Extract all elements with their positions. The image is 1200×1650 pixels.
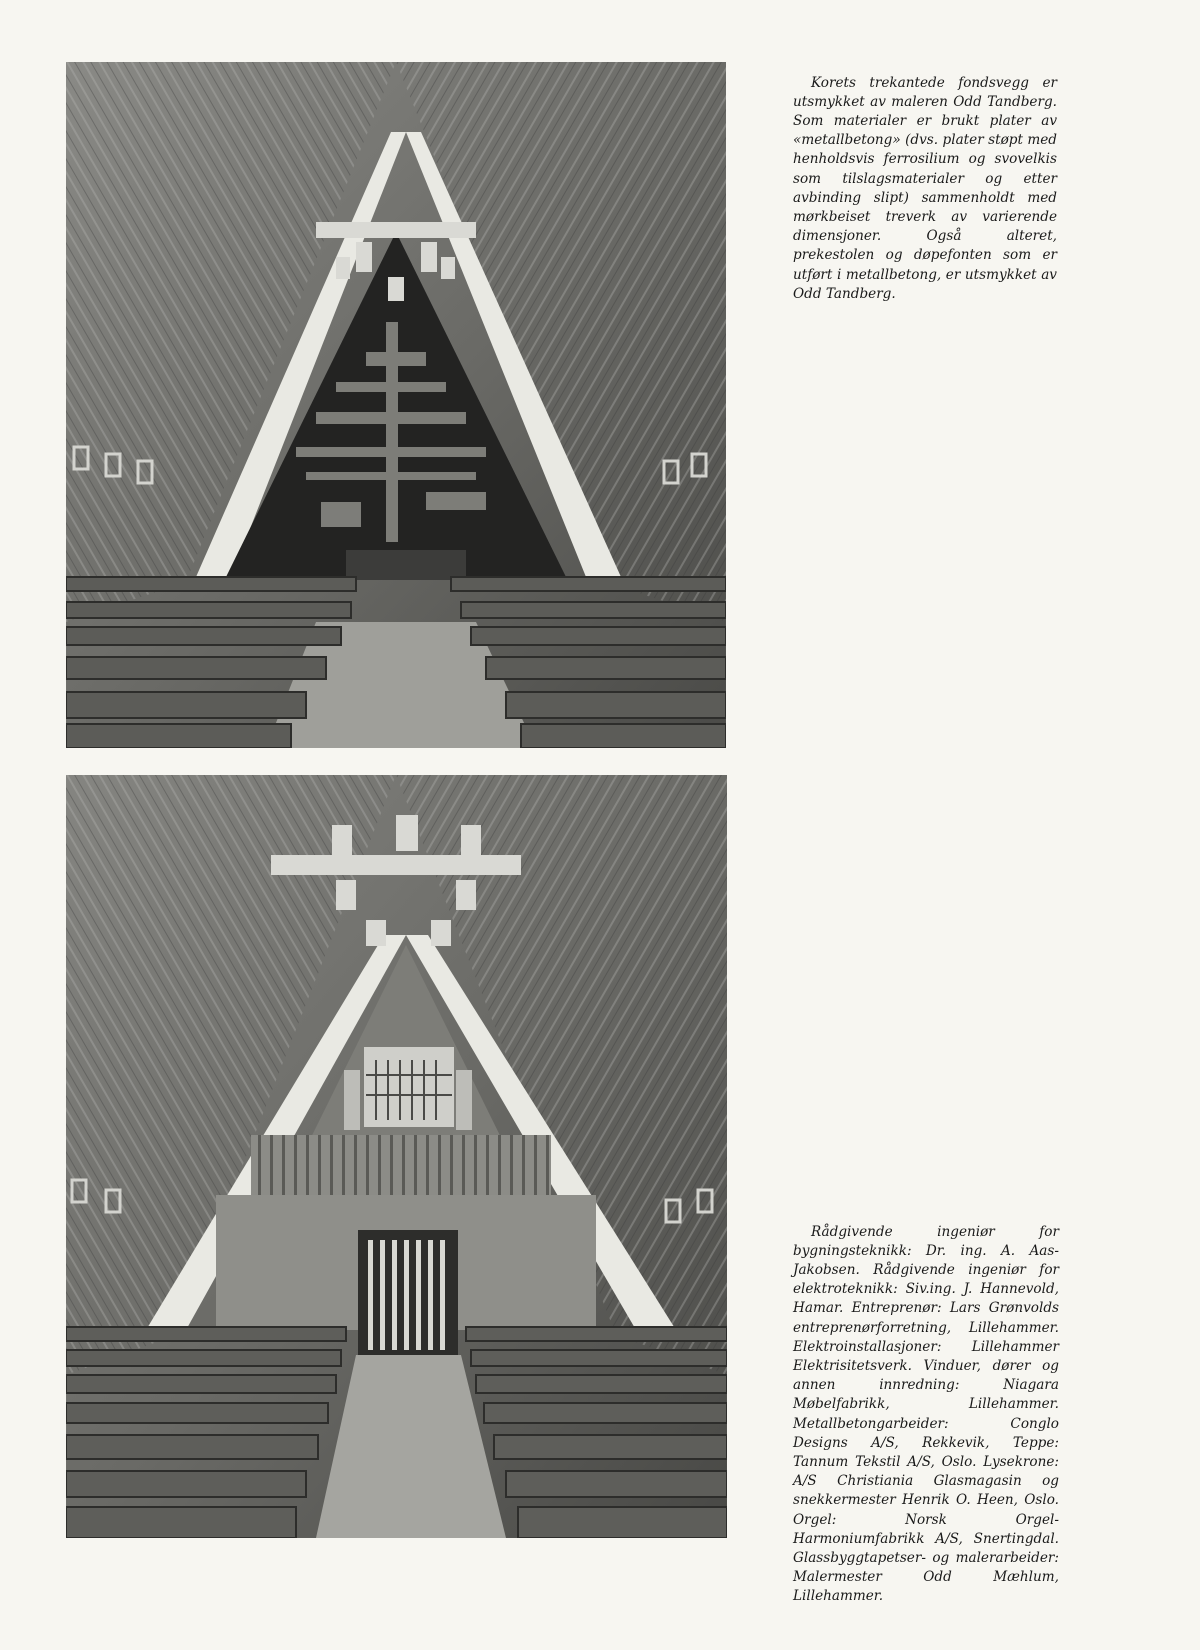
- church-chancel-image: [66, 62, 726, 748]
- church-organ-gallery-image: [66, 775, 727, 1538]
- caption-chancel-decoration: Korets trekantede fondsvegg er utsmykket av maleren Odd Tandberg. Som materialer er brukt plater av «metallbetong» (dvs. plater støpt med henholdsvis ferrosilium og svovelkis som tilslagsmaterialer og etter avbinding slipt) sammenholdt med mørkbeiset treverk av varierende dimensjoner. Også alteret, prekestolen og døpefonten som er utført i metallbetong, er utsmykket av Odd Tandberg.: [793, 74, 1057, 302]
- caption-credits: Rådgivende ingeniør for bygningsteknikk: Dr. ing. A. Aas-Jakobsen. Rådgivende ingeniør for elektroteknikk: Siv.ing. J. Hannevold, Hamar. Entreprenør: Lars Grønvolds entreprenørforretning, Lillehammer. Elektroinstallasjoner: Lillehammer Elektrisitetsverk. Vinduer, dører og annen innredning: Niagara Møbelfabrikk, Lillehammer. Metallbetongarbeider: Conglo Designs A/S, Rekkevik, Teppe: Tannum Tekstil A/S, Oslo. Lysekrone: A/S Christiania Glasmagasin og snekkermester Henrik O. Heen, Oslo. Orgel: Norsk Orgel-Harmoniumfabrikk A/S, Snertingdal. Glassbyggtapetser- og malerarbeider: Malermester Odd Mæhlum, Lillehammer.: [793, 1223, 1059, 1605]
- photo-organ-gallery: [66, 775, 727, 1538]
- photo-chancel: [66, 62, 726, 748]
